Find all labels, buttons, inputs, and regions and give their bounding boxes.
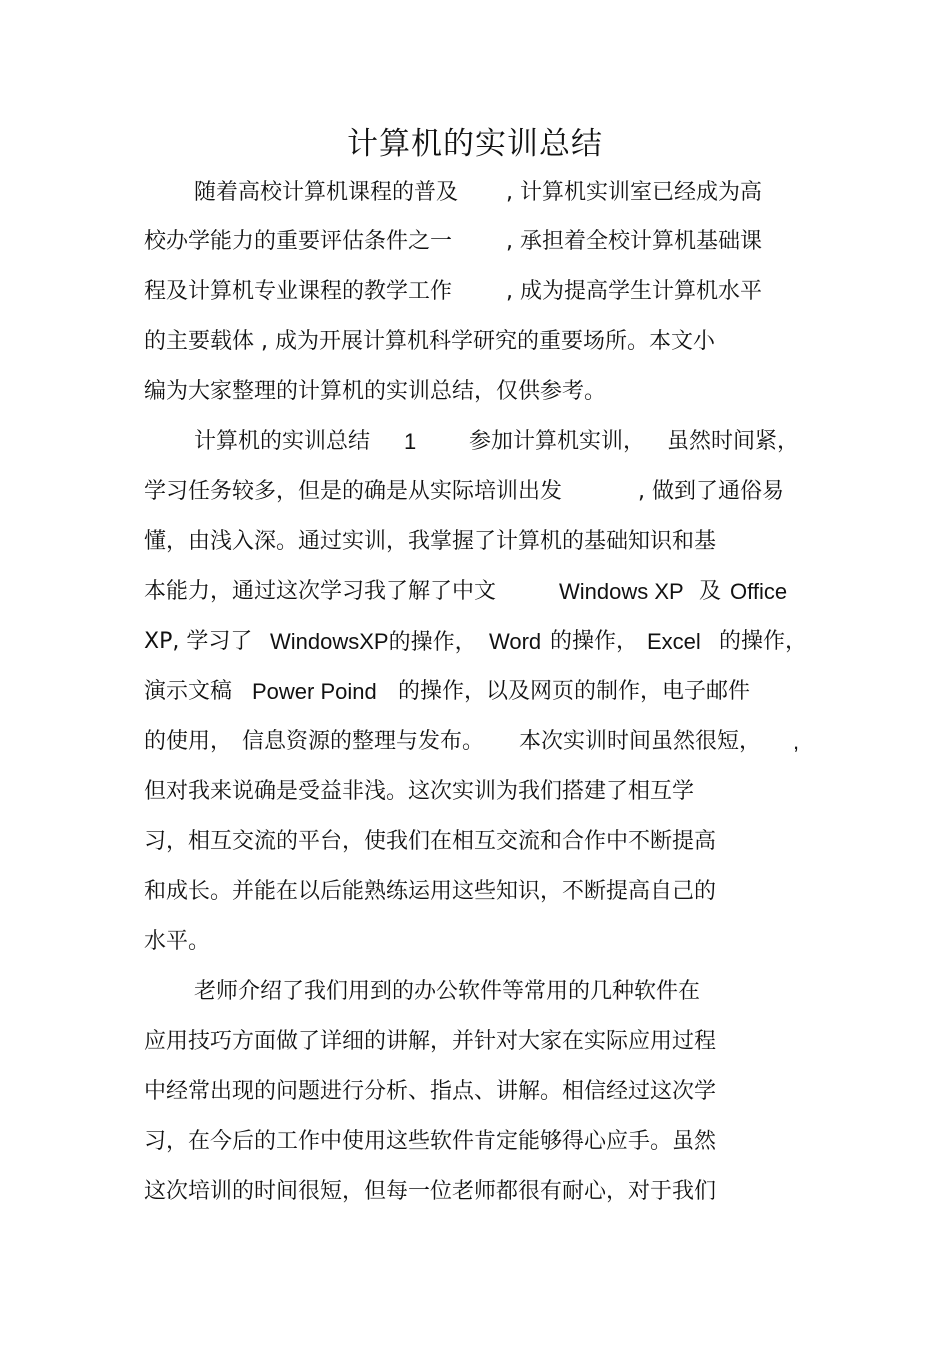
paragraph-line <box>144 827 824 857</box>
text-segment: Windows XP <box>559 579 684 604</box>
text-segment: WindowsXP的操作， <box>270 629 477 654</box>
text-segment: 虽然时间紧， <box>667 429 800 454</box>
text-segment: 习，在今后的工作中使用这些软件肯定能够得心应手。虽然 <box>144 1129 717 1154</box>
paragraph-line <box>144 1127 824 1157</box>
paragraph-line <box>144 577 824 607</box>
text-segment: 1 <box>404 429 417 454</box>
text-segment: 参加计算机实训， <box>469 429 646 454</box>
text-segment: 的操作， <box>550 629 639 654</box>
paragraph-line <box>144 677 824 707</box>
text-segment: , 做到了通俗易 <box>638 479 784 504</box>
text-segment: 校办学能力的重要评估条件之一 <box>144 229 453 254</box>
paragraph-line <box>144 227 824 257</box>
text-segment: 编为大家整理的计算机的实训总结，仅供参考。 <box>144 379 607 404</box>
paragraph-line <box>144 977 824 1007</box>
text-segment: 和成长。并能在以后能熟练运用这些知识，不断提高自己的 <box>144 879 717 904</box>
paragraph-line <box>144 178 824 208</box>
text-segment: 习，相互交流的平台，使我们在相互交流和合作中不断提高 <box>144 829 717 854</box>
paragraph-line <box>144 1077 824 1107</box>
text-segment: 演示文稿 <box>144 679 233 704</box>
text-segment: 中经常出现的问题进行分析、指点、讲解。相信经过这次学 <box>144 1079 717 1104</box>
text-segment: 本能力，通过这次学习我了解了中文 <box>144 579 497 604</box>
paragraph-line <box>144 427 824 457</box>
text-segment: Office <box>730 579 788 604</box>
text-segment: 本次实训时间虽然很短， <box>519 729 762 754</box>
text-segment: 的操作，以及网页的制作，电子邮件 <box>398 679 751 704</box>
paragraph-line <box>144 377 824 407</box>
text-segment: 及 <box>699 579 722 604</box>
text-segment: 程及计算机专业课程的教学工作 <box>144 279 453 304</box>
text-segment: , 成为提高学生计算机水平 <box>506 279 762 304</box>
paragraph-line <box>144 327 824 357</box>
text-segment: , 计算机实训室已经成为高 <box>506 180 762 205</box>
text-segment: 随着高校计算机课程的普及 <box>194 180 459 205</box>
text-segment: Power Poind <box>252 679 377 704</box>
text-segment: 但对我来说确是受益非浅。这次实训为我们搭建了相互学 <box>144 779 695 804</box>
paragraph-line <box>144 727 824 757</box>
text-segment: 应用技巧方面做了详细的讲解，并针对大家在实际应用过程 <box>144 1029 717 1054</box>
paragraph-line <box>144 477 824 507</box>
text-segment: , 承担着全校计算机基础课 <box>506 229 762 254</box>
paragraph-line <box>144 777 824 807</box>
paragraph-line <box>144 627 824 657</box>
text-segment: Excel <box>647 629 701 654</box>
text-segment: 老师介绍了我们用到的办公软件等常用的几种软件在 <box>194 979 701 1004</box>
text-segment: 信息资源的整理与发布。 <box>242 729 485 754</box>
text-segment: XP, 学习了 <box>144 629 253 654</box>
text-segment: 学习任务较多，但是的确是从实际培训出发 <box>144 479 563 504</box>
text-segment: 这次培训的时间很短，但每一位老师都很有耐心，对于我们 <box>144 1179 717 1204</box>
text-segment: Word <box>489 629 542 654</box>
page-title: 计算机的实训总结 <box>347 126 603 162</box>
paragraph-line <box>144 877 824 907</box>
text-segment: 的操作， <box>719 629 808 654</box>
paragraph-line <box>144 927 824 957</box>
text-segment: 计算机的实训总结 <box>194 429 371 454</box>
text-segment: 的使用， <box>144 729 233 754</box>
paragraph-line <box>144 1027 824 1057</box>
text-segment: 懂，由浅入深。通过实训，我掌握了计算机的基础知识和基 <box>144 529 717 554</box>
paragraph-line <box>144 277 824 307</box>
text-segment: , <box>793 729 800 754</box>
text-segment: 的主要载体 , 成为开展计算机科学研究的重要场所。本文小 <box>144 329 715 354</box>
text-segment: 水平。 <box>144 929 211 954</box>
paragraph-line <box>144 527 824 557</box>
paragraph-line <box>144 1177 824 1207</box>
